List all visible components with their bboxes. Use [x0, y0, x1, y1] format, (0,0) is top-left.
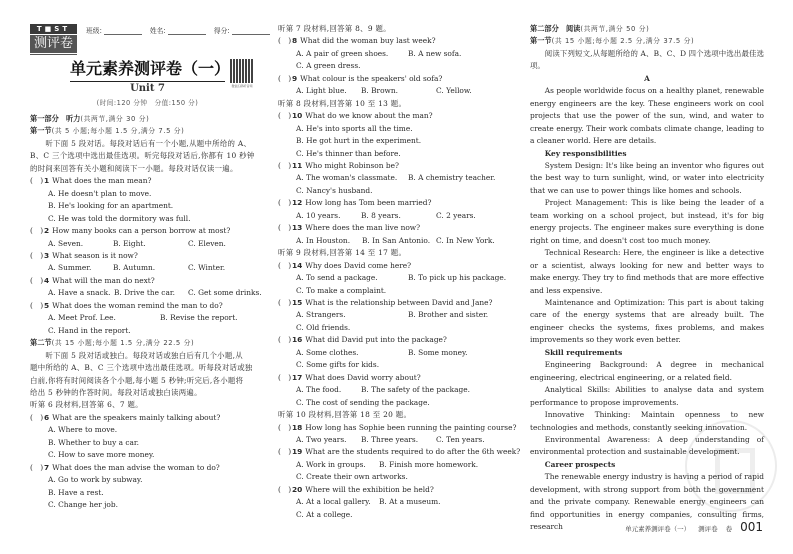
- question-item: [278, 197, 514, 209]
- answer-blank[interactable]: ( ): [30, 412, 44, 422]
- options-row: [278, 434, 514, 446]
- passage-subheading: Key responsibilities: [544, 148, 627, 158]
- option[interactable]: A. He's into sports all the time.: [296, 123, 413, 133]
- instruction-text: 题中所给的 A、B、C 三个选项中选出最佳选项。听每段对话或独: [30, 363, 253, 373]
- option[interactable]: B. 8 years.: [361, 210, 401, 220]
- option[interactable]: A. Where to move.: [48, 425, 118, 435]
- option[interactable]: C. Change her job.: [48, 500, 118, 510]
- options-row: [278, 509, 514, 521]
- question-number: 6: [44, 412, 50, 422]
- question-item: [278, 260, 514, 272]
- question-text: What are the speakers mainly talking about?: [52, 412, 221, 422]
- option[interactable]: B. Brother and sister.: [408, 310, 489, 320]
- page-number: 001: [740, 520, 763, 534]
- option[interactable]: A. Go to work by subway.: [48, 475, 143, 485]
- passage-paragraph: The renewable energy industry is having a period of rapid development, with strong support from both the government and the private company. Renewable energy engineers can find opportunities in energy companies, consulting firms, research: [530, 472, 764, 532]
- question-number: 8: [292, 36, 298, 46]
- option[interactable]: A. Light blue.: [296, 86, 347, 96]
- question-number: 13: [292, 223, 303, 233]
- options-row: [278, 459, 514, 471]
- passage-subheading: Career prospects: [544, 459, 616, 469]
- options-row: [30, 325, 263, 337]
- student-info-fields: [86, 25, 270, 35]
- options-row: [278, 272, 514, 284]
- question-text: What are the students required to do after the 6th week?: [305, 447, 521, 457]
- question-text: What does the woman remind the man to do?: [52, 300, 223, 310]
- options-row: [278, 148, 514, 160]
- question-number: 4: [44, 275, 50, 285]
- options-row: [278, 210, 514, 222]
- option[interactable]: A. A pair of green shoes.: [296, 48, 389, 58]
- question-text: What is the relationship between David and Jane?: [305, 297, 493, 307]
- instruction-text: 的时间来回答有关小题和阅读下一小题。每段对话仅读一遍。: [30, 163, 238, 173]
- options-row: [278, 471, 514, 483]
- footer-title: 单元素养测评卷（一）: [625, 525, 691, 533]
- answer-blank[interactable]: ( ): [278, 223, 292, 233]
- page-title: 单元素养测评卷（一）: [70, 56, 225, 82]
- answer-blank[interactable]: ( ): [278, 73, 292, 83]
- answer-blank[interactable]: ( ): [278, 36, 292, 46]
- question-number: 5: [44, 300, 50, 310]
- question-item: [278, 110, 514, 122]
- option[interactable]: A. He doesn't plan to move.: [48, 188, 152, 198]
- instruction-text: 听第 7 段材料,回答第 8、9 题。: [278, 24, 391, 33]
- score-label: 得分:: [213, 27, 230, 35]
- option[interactable]: A. Some clothes.: [296, 347, 359, 357]
- option[interactable]: B. In San Antonio.: [362, 235, 431, 245]
- answer-blank[interactable]: ( ): [278, 111, 292, 121]
- answer-blank[interactable]: ( ): [278, 335, 292, 345]
- options-row: [30, 437, 263, 449]
- score-field[interactable]: [214, 25, 270, 35]
- option[interactable]: A. Meet Prof. Lee.: [48, 313, 116, 323]
- section-title: 第一节: [30, 126, 52, 136]
- qr-code-icon: [230, 59, 254, 83]
- options-row: [278, 496, 514, 508]
- question-text: What does the man advise the woman to do?: [52, 462, 220, 472]
- section-title: 第二部分 阅读: [530, 24, 581, 33]
- question-number: 1: [44, 176, 50, 186]
- option[interactable]: B. Whether to buy a car.: [48, 437, 139, 447]
- question-number: 10: [292, 111, 303, 121]
- answer-blank[interactable]: ( ): [30, 275, 44, 285]
- option[interactable]: B. Some money.: [408, 347, 468, 357]
- option[interactable]: A. In Houston.: [296, 235, 351, 245]
- name-blank[interactable]: [168, 26, 206, 35]
- qr-caption: 微信扫码听音频: [231, 84, 253, 88]
- instruction-text: 听下面 5 段对话或独白。每段对话或独白后有几个小题,从: [30, 350, 243, 360]
- options-row: [30, 188, 263, 200]
- question-number: 7: [44, 462, 50, 472]
- options-row: [278, 384, 514, 396]
- passage-paragraph: Innovative Thinking: Maintain openness to new technologies and methods, constantly seeking innovation.: [530, 410, 764, 432]
- option[interactable]: B. To pick up his package.: [408, 273, 507, 283]
- answer-blank[interactable]: ( ): [278, 484, 292, 494]
- question-text: What did the woman buy last week?: [300, 36, 436, 46]
- question-item: [30, 300, 263, 312]
- options-row: [30, 238, 263, 250]
- option[interactable]: C. Hand in the report.: [48, 325, 131, 335]
- section-note: (共 5 小题;每小题 1.5 分,满分 7.5 分): [51, 127, 185, 136]
- question-number: 11: [292, 160, 303, 170]
- question-item: [278, 372, 514, 384]
- passage-paragraph: Analytical Skills: Abilities to analyse data and system performance to propose improvements.: [530, 385, 764, 407]
- options-row: [278, 60, 514, 72]
- options-row: [278, 123, 514, 135]
- option[interactable]: C. A green dress.: [296, 61, 361, 71]
- option[interactable]: B. Brown.: [361, 86, 398, 96]
- options-row: [278, 85, 514, 97]
- options-row: [30, 262, 263, 274]
- question-item: [278, 222, 514, 234]
- section-heading: [530, 35, 764, 47]
- option[interactable]: C. Yellow.: [436, 86, 472, 96]
- answer-blank[interactable]: ( ): [278, 447, 292, 457]
- option[interactable]: A. To send a package.: [296, 273, 378, 283]
- options-row: [30, 487, 263, 499]
- question-item: [30, 225, 263, 237]
- footer-vol: 卷: [725, 525, 733, 533]
- options-row: [30, 213, 263, 225]
- option[interactable]: B. A new sofa.: [408, 48, 462, 58]
- question-number: 9: [292, 73, 298, 83]
- question-text: What does the man mean?: [52, 176, 152, 186]
- column-reading: [530, 23, 764, 534]
- section-heading: [530, 23, 764, 35]
- question-item: [278, 334, 514, 346]
- option[interactable]: A. The woman's classmate.: [296, 173, 398, 183]
- answer-blank[interactable]: ( ): [30, 250, 44, 260]
- option[interactable]: A. Strangers.: [296, 310, 346, 320]
- option[interactable]: A. Have a snack.: [48, 288, 111, 298]
- options-row: [278, 309, 514, 321]
- options-row: [278, 172, 514, 184]
- question-item: [30, 412, 263, 424]
- option[interactable]: A. Summer.: [48, 263, 92, 273]
- question-text: What season is it now?: [52, 250, 138, 260]
- options-row: [278, 135, 514, 147]
- answer-blank[interactable]: ( ): [278, 422, 292, 432]
- option[interactable]: B. Finish more homework.: [379, 459, 479, 469]
- option[interactable]: B. Revise the report.: [160, 313, 238, 323]
- option[interactable]: B. Autumn.: [113, 263, 156, 273]
- options-row: [30, 287, 263, 299]
- passage-paragraph: 阅读下列短文,从每题所给的 A、B、C、D 四个选项中选出最佳选项。: [530, 48, 764, 71]
- passage-subheading: Skill requirements: [544, 347, 623, 357]
- time-score-info: (时间:120 分钟 分值:150 分): [96, 99, 199, 107]
- question-text: Where will the exhibition be held?: [305, 484, 434, 494]
- passage-paragraph: As people worldwide focus on a healthy planet, renewable energy engineers are the key. These engineers work on cool projects that use the power of the sun, wind, and water to create energy. Their work combats climate change, leading to a cleaner world. Here are details.: [530, 86, 764, 146]
- section-note: (共 15 小题;每小题 2.5 分,满分 37.5 分): [551, 37, 695, 46]
- instruction-text: B、C 三个选项中选出最佳选项。听完每段对话后,你都有 10 秒钟: [30, 151, 255, 161]
- options-row: [278, 285, 514, 297]
- question-text: What does David worry about?: [305, 372, 421, 382]
- option[interactable]: C. Ten years.: [436, 434, 485, 444]
- options-row: [278, 359, 514, 371]
- option[interactable]: A. Work in groups.: [296, 459, 366, 469]
- option[interactable]: C. Some gifts for kids.: [296, 360, 380, 370]
- question-text: What will the man do next?: [52, 275, 155, 285]
- option[interactable]: C. Get some drinks.: [188, 288, 262, 298]
- question-text: How long has Tom been married?: [305, 198, 432, 208]
- class-blank[interactable]: [104, 26, 142, 35]
- passage-paragraph: Environmental Awareness: A deep understanding of environmental protection and sustainable development.: [530, 434, 764, 457]
- option[interactable]: B. Three years.: [361, 434, 419, 444]
- option[interactable]: A. At a local gallery.: [296, 497, 371, 507]
- option[interactable]: B. At a museum.: [379, 497, 441, 507]
- class-label: 班级:: [86, 27, 102, 35]
- question-text: Who might Robinson be?: [305, 160, 399, 170]
- question-number: 14: [292, 260, 303, 270]
- question-text: What colour is the speakers' old sofa?: [300, 73, 443, 83]
- answer-blank[interactable]: ( ): [30, 300, 44, 310]
- answer-blank[interactable]: ( ): [278, 198, 292, 208]
- question-number: 12: [292, 198, 303, 208]
- page-footer: [625, 520, 763, 534]
- option[interactable]: C. He was told the dormitory was full.: [48, 213, 191, 223]
- options-row: [278, 185, 514, 197]
- answer-blank[interactable]: ( ): [278, 297, 292, 307]
- option[interactable]: C. How to save more money.: [48, 450, 155, 460]
- section-note: (共两节,满分 50 分): [580, 25, 650, 33]
- answer-blank[interactable]: ( ): [30, 226, 44, 236]
- question-number: 17: [292, 372, 303, 382]
- answer-blank[interactable]: ( ): [278, 160, 292, 170]
- options-row: [30, 474, 263, 486]
- question-item: [278, 297, 514, 309]
- answer-blank[interactable]: ( ): [278, 372, 292, 382]
- score-blank[interactable]: [232, 26, 270, 35]
- option[interactable]: A. The food.: [296, 385, 342, 395]
- option[interactable]: A. Seven.: [48, 238, 84, 248]
- instruction-text: 听第 8 段材料,回答第 10 至 13 题。: [278, 98, 407, 108]
- option[interactable]: B. A chemistry teacher.: [408, 173, 496, 183]
- question-item: [278, 484, 514, 496]
- options-row: [30, 312, 263, 324]
- question-number: 3: [44, 250, 50, 260]
- section-title: 第一部分 听力: [30, 114, 81, 123]
- question-item: [30, 175, 263, 187]
- unit-label: Unit 7: [130, 83, 165, 94]
- option[interactable]: C. 2 years.: [436, 210, 476, 220]
- answer-blank[interactable]: ( ): [30, 462, 44, 472]
- question-item: [30, 275, 263, 287]
- question-item: [278, 446, 521, 458]
- option[interactable]: C. Eleven.: [188, 238, 226, 248]
- answer-blank[interactable]: ( ): [30, 176, 44, 186]
- question-number: 19: [292, 447, 303, 457]
- option[interactable]: C. To make a complaint.: [296, 285, 387, 295]
- column-listening-1: [30, 113, 263, 512]
- options-row: [30, 499, 263, 511]
- question-number: 2: [44, 226, 50, 236]
- section-heading: [30, 125, 263, 137]
- option[interactable]: C. Nancy's husband.: [296, 185, 373, 195]
- question-item: [30, 462, 263, 474]
- options-row: [278, 397, 514, 409]
- question-number: 20: [292, 484, 303, 494]
- section-title: 第二节: [30, 338, 52, 348]
- option[interactable]: C. He's thinner than before.: [296, 148, 401, 158]
- logo-top-text: T■ST: [30, 24, 77, 34]
- section-note: (共两节,满分 30 分): [80, 115, 150, 123]
- section-title: 第一节: [530, 36, 552, 46]
- instruction-text: 给出 5 秒钟的作答时间。每段对话或独白读两遍。: [30, 387, 202, 397]
- instruction-text: 白前,你将有时间阅读各个小题,每小题 5 秒钟;听完后,各小题将: [30, 375, 244, 385]
- options-row: [278, 322, 514, 334]
- option[interactable]: C. In New York.: [436, 235, 495, 245]
- question-item: [278, 160, 514, 172]
- question-number: 16: [292, 335, 303, 345]
- column-listening-2: [278, 23, 521, 521]
- name-field[interactable]: [150, 25, 206, 35]
- option[interactable]: B. He's looking for an apartment.: [48, 201, 174, 211]
- question-item: [30, 250, 263, 262]
- passage-paragraph: System Design: It's like being an inventor who figures out the best way to turn sunlight, wind, or water into electricity that we can use to power things like homes and schools.: [530, 160, 764, 195]
- question-text: How many books can a person borrow at most?: [52, 226, 231, 236]
- options-row: [30, 200, 263, 212]
- question-text: What did David put into the package?: [305, 335, 447, 345]
- section-heading: [30, 113, 263, 125]
- passage-paragraph: Technical Research: Here, the engineer is like a detective or a scientist, always looking for new and better ways to make energy. They try to find methods that are more effective and less expensive.: [530, 248, 764, 295]
- options-row: [30, 449, 263, 461]
- option[interactable]: C. The cost of sending the package.: [296, 397, 430, 407]
- instruction-text: 听第 10 段材料,回答第 18 至 20 题。: [278, 410, 412, 420]
- passage-paragraph: Project Management: This is like being the leader of a team working on a school project, but instead, it's for big energy projects. The engineer makes sure everything is done right on time, and doesn't cost too much money.: [530, 198, 764, 245]
- question-number: 15: [292, 297, 303, 307]
- question-item: [278, 35, 514, 47]
- option[interactable]: B. Eight.: [113, 238, 146, 248]
- options-row: [30, 424, 263, 436]
- passage-label: A: [644, 73, 650, 83]
- option[interactable]: B. Drive the car.: [114, 288, 175, 298]
- question-item: [278, 422, 517, 434]
- option[interactable]: C. Old friends.: [296, 322, 351, 332]
- footer-label: 测评卷: [698, 525, 718, 533]
- question-text: What do we know about the man?: [305, 111, 433, 121]
- question-number: 18: [292, 422, 303, 432]
- instruction-text: 听第 9 段材料,回答第 14 至 17 题。: [278, 248, 407, 258]
- question-item: [278, 73, 514, 85]
- section-note: (共 15 小题;每小题 1.5 分,满分 22.5 分): [51, 339, 195, 348]
- options-row: [278, 235, 514, 247]
- answer-blank[interactable]: ( ): [278, 260, 292, 270]
- options-row: [278, 347, 514, 359]
- option[interactable]: A. Two years.: [296, 434, 347, 444]
- option[interactable]: C. Create their own artworks.: [296, 472, 408, 482]
- option[interactable]: B. He got hurt in the experiment.: [296, 136, 422, 146]
- question-text: Why does David come here?: [305, 260, 412, 270]
- question-text: Where does the man live now?: [305, 223, 421, 233]
- section-heading: [30, 337, 263, 349]
- option[interactable]: C. At a college.: [296, 509, 353, 519]
- option[interactable]: B. The safety of the package.: [361, 385, 470, 395]
- options-row: [278, 48, 514, 60]
- option[interactable]: C. Winter.: [188, 263, 226, 273]
- option[interactable]: A. 10 years.: [296, 210, 341, 220]
- class-field[interactable]: [86, 25, 142, 35]
- question-text: How long has Sophie been running the painting course?: [305, 422, 517, 432]
- option[interactable]: B. Have a rest.: [48, 487, 104, 497]
- test-logo: [30, 24, 77, 54]
- passage-paragraph: Maintenance and Optimization: This part is about taking care of the energy systems that are already built. The engineer checks the systems, fixes problems, and makes improvements so they work even better.: [530, 297, 764, 345]
- instruction-text: 听第 6 段材料,回答第 6、7 题。: [30, 400, 143, 410]
- name-label: 姓名:: [149, 27, 166, 35]
- passage-paragraph: Engineering Background: A degree in mechanical engineering, electrical engineering, or a related field.: [530, 360, 764, 382]
- logo-bottom-text: 测评卷: [30, 35, 77, 53]
- instruction-text: 听下面 5 段对话。每段对话后有一个小题,从题中所给的 A、: [30, 138, 252, 148]
- logo-underline: [30, 54, 77, 55]
